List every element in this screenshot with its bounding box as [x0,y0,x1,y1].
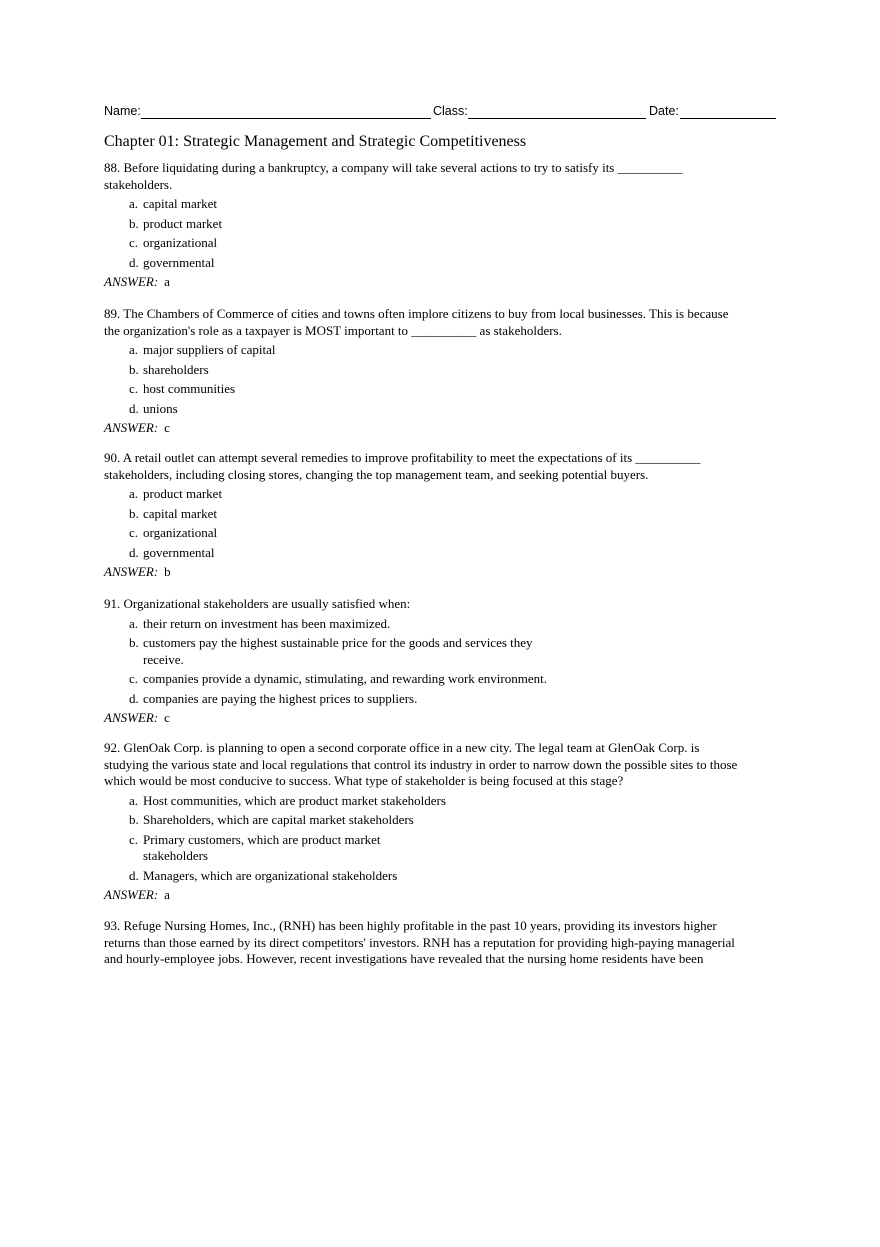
answer-line [104,564,776,581]
option-letter: d. [129,544,139,560]
option-letter: a. [129,486,139,501]
option-a [104,616,776,633]
option-letter: b. [129,361,139,377]
option-text: unions [143,400,178,416]
option-letter: c. [129,235,139,250]
question-89 [104,306,776,437]
option-list [104,793,776,885]
question-92 [104,740,776,904]
option-d [104,868,776,885]
question-88 [104,160,776,291]
option-text: host communities [143,381,236,396]
option-letter: c. [129,381,139,396]
option-list [104,196,776,271]
option-letter: a. [129,196,139,211]
answer-line [104,887,776,904]
option-b [104,812,776,829]
answer-value: c [164,420,170,435]
option-letter: c. [129,831,139,847]
answer-label: ANSWER: [104,710,159,725]
question-91 [104,596,776,727]
option-letter: a. [129,342,139,357]
option-b [104,216,776,233]
date-blank [680,118,776,119]
option-letter: d. [129,690,139,706]
option-letter: a. [129,792,139,808]
question-90 [104,450,776,581]
answer-value: c [164,710,170,725]
date-label: Date: [649,104,679,118]
class-label: Class: [433,104,468,118]
option-text: organizational [143,525,218,540]
option-d [104,255,776,272]
option-list [104,342,776,417]
option-text: governmental [143,254,215,270]
option-letter: a. [129,615,139,631]
option-letter: b. [129,635,139,650]
answer-line [104,420,776,437]
header-fields [104,103,776,123]
answer-label: ANSWER: [104,887,159,902]
question-stem: 88. Before liquidating during a bankruptcy, a company will take several actions to try to satisfy its __________ stakeholders. [104,160,683,192]
option-b [104,506,776,523]
option-list [104,616,776,708]
option-c [104,381,776,398]
option-text: major suppliers of capital [143,342,276,357]
option-text: product market [143,215,223,231]
class-blank [468,118,646,119]
question-93 [104,918,776,968]
answer-value: a [164,887,170,902]
question-stem: 89. The Chambers of Commerce of cities and towns often implore citizens to buy from local businesses. This is because the organization's role as a taxpayer is MOST important to __________ as stakeholders. [104,306,729,338]
option-c [104,235,776,252]
answer-label: ANSWER: [104,420,159,435]
option-text: customers pay the highest sustainable price for the goods and services they receive. [143,635,533,667]
option-letter: c. [129,671,139,686]
option-text: shareholders [143,361,209,377]
option-c [104,832,776,865]
option-text: product market [143,486,223,501]
option-d [104,545,776,562]
option-letter: d. [129,400,139,416]
option-d [104,401,776,418]
option-text: companies provide a dynamic, stimulating, and rewarding work environment. [143,671,547,686]
question-stem: 90. A retail outlet can attempt several remedies to improve profitability to meet the expectations of its __________ stakeholders, including closing stores, changing the top management team, and seeking potential buyers. [104,450,701,482]
option-text: Primary customers, which are product market stakeholders [143,831,381,863]
question-stem: 93. Refuge Nursing Homes, Inc., (RNH) has been highly profitable in the past 10 years, providing its investors higher returns than those earned by its direct competitors' investors. RNH has a reputation for providing high-paying managerial and hourly-employee jobs. However, recent investigations have revealed that the nursing home residents have been [104,918,735,966]
answer-value: b [164,564,171,579]
option-text: companies are paying the highest prices to suppliers. [143,690,418,706]
option-text: Host communities, which are product market stakeholders [143,792,446,808]
question-stem: 92. GlenOak Corp. is planning to open a second corporate office in a new city. The legal team at GlenOak Corp. is studying the various state and local regulations that control its industry in order to narrow down the possible sites to those which would be most conducive to success. What type of stakeholder is being focused at this stage? [104,740,738,788]
name-blank [141,118,431,119]
option-letter: b. [129,505,139,521]
option-letter: d. [129,867,139,883]
option-letter: b. [129,812,139,827]
option-letter: d. [129,254,139,270]
name-label: Name: [104,104,141,118]
option-text: capital market [143,196,217,211]
option-list [104,486,776,561]
option-text: their return on investment has been maximized. [143,615,391,631]
option-b [104,362,776,379]
option-d [104,691,776,708]
option-letter: c. [129,525,139,540]
option-text: organizational [143,235,218,250]
option-letter: b. [129,215,139,231]
option-b [104,635,776,668]
question-stem: 91. Organizational stakeholders are usually satisfied when: [104,596,411,611]
chapter-title: Chapter 01: Strategic Management and Strategic Competitiveness [104,133,527,150]
answer-label: ANSWER: [104,564,159,579]
option-text: governmental [143,544,215,560]
option-text: Managers, which are organizational stakeholders [143,867,398,883]
option-text: Shareholders, which are capital market stakeholders [143,812,414,827]
option-a [104,196,776,213]
answer-line [104,274,776,291]
answer-label: ANSWER: [104,274,159,289]
answer-value: a [164,274,170,289]
option-c [104,525,776,542]
option-c [104,671,776,688]
option-a [104,342,776,359]
answer-line [104,710,776,727]
option-a [104,793,776,810]
option-a [104,486,776,503]
option-text: capital market [143,505,217,521]
